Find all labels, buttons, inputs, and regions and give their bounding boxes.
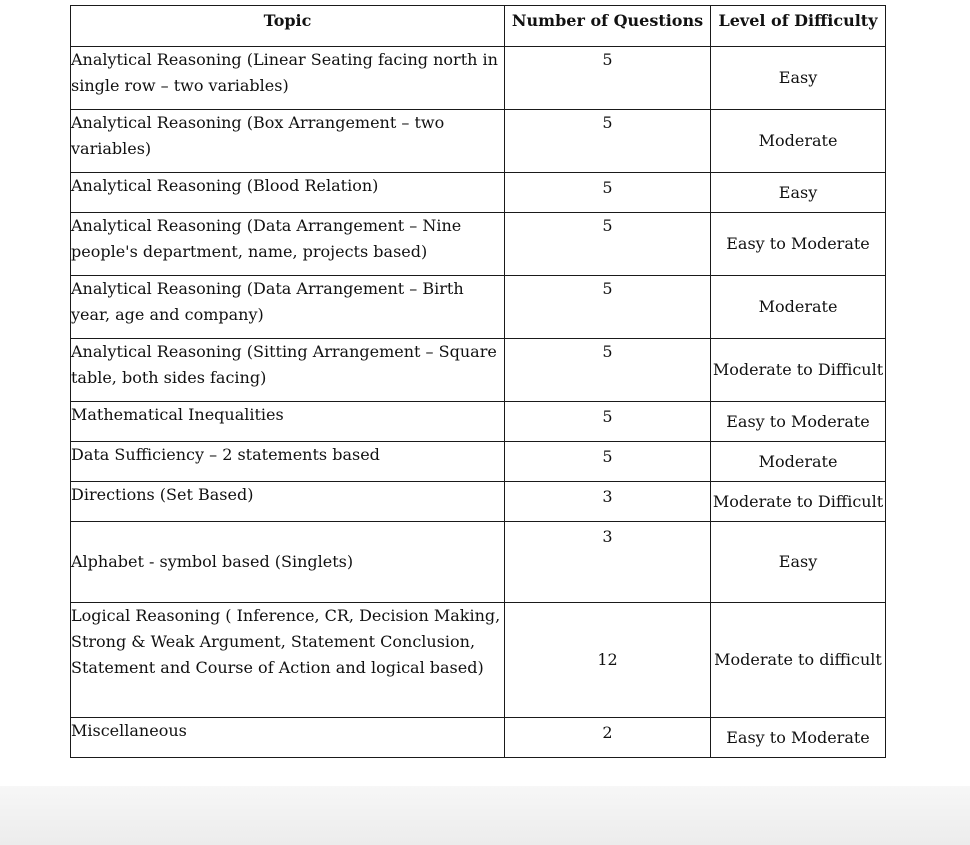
questions-cell: 5 [505,339,711,402]
topic-cell: Analytical Reasoning (Sitting Arrangement – Square table, both sides facing) [71,339,505,402]
table-header-row [71,6,886,47]
difficulty-cell: Moderate [711,442,886,482]
table-row [71,173,886,213]
questions-cell: 5 [505,47,711,110]
table-row [71,442,886,482]
difficulty-cell: Easy to Moderate [711,213,886,276]
header-level-of-difficulty: Level of Difficulty [711,6,886,47]
table-row [71,718,886,758]
topic-cell: Data Sufficiency – 2 statements based [71,442,505,482]
difficulty-cell: Easy to Moderate [711,402,886,442]
difficulty-cell: Easy [711,522,886,603]
topic-cell: Analytical Reasoning (Box Arrangement – two variables) [71,110,505,173]
topic-cell: Analytical Reasoning (Data Arrangement – Nine people's department, name, projects based) [71,213,505,276]
questions-cell: 12 [505,603,711,718]
questions-cell: 2 [505,718,711,758]
topic-cell: Analytical Reasoning (Linear Seating facing north in single row – two variables) [71,47,505,110]
topic-cell: Miscellaneous [71,718,505,758]
questions-cell: 3 [505,522,711,603]
header-number-of-questions: Number of Questions [505,6,711,47]
difficulty-cell: Moderate [711,276,886,339]
difficulty-cell: Moderate [711,110,886,173]
difficulty-cell: Moderate to difficult [711,603,886,718]
table-row [71,110,886,173]
topic-cell: Directions (Set Based) [71,482,505,522]
topic-cell: Alphabet - symbol based (Singlets) [71,522,505,603]
table-row [71,603,886,718]
table-row [71,522,886,603]
questions-cell: 5 [505,173,711,213]
topics-table [70,5,886,758]
topic-cell: Logical Reasoning ( Inference, CR, Decision Making, Strong & Weak Argument, Statement Conclusion, Statement and Course of Action and logical based) [71,603,505,718]
questions-cell: 5 [505,276,711,339]
questions-cell: 5 [505,402,711,442]
questions-cell: 5 [505,442,711,482]
questions-cell: 5 [505,213,711,276]
difficulty-cell: Easy to Moderate [711,718,886,758]
table-row [71,482,886,522]
difficulty-cell: Moderate to Difficult [711,482,886,522]
table-row [71,213,886,276]
questions-cell: 3 [505,482,711,522]
topic-cell: Mathematical Inequalities [71,402,505,442]
table-row [71,402,886,442]
difficulty-cell: Moderate to Difficult [711,339,886,402]
table-row [71,276,886,339]
table-row [71,339,886,402]
page-bottom-band [0,786,970,845]
difficulty-cell: Easy [711,47,886,110]
difficulty-cell: Easy [711,173,886,213]
table-row [71,47,886,110]
questions-cell: 5 [505,110,711,173]
topic-cell: Analytical Reasoning (Blood Relation) [71,173,505,213]
topic-cell: Analytical Reasoning (Data Arrangement – Birth year, age and company) [71,276,505,339]
header-topic: Topic [71,6,505,47]
